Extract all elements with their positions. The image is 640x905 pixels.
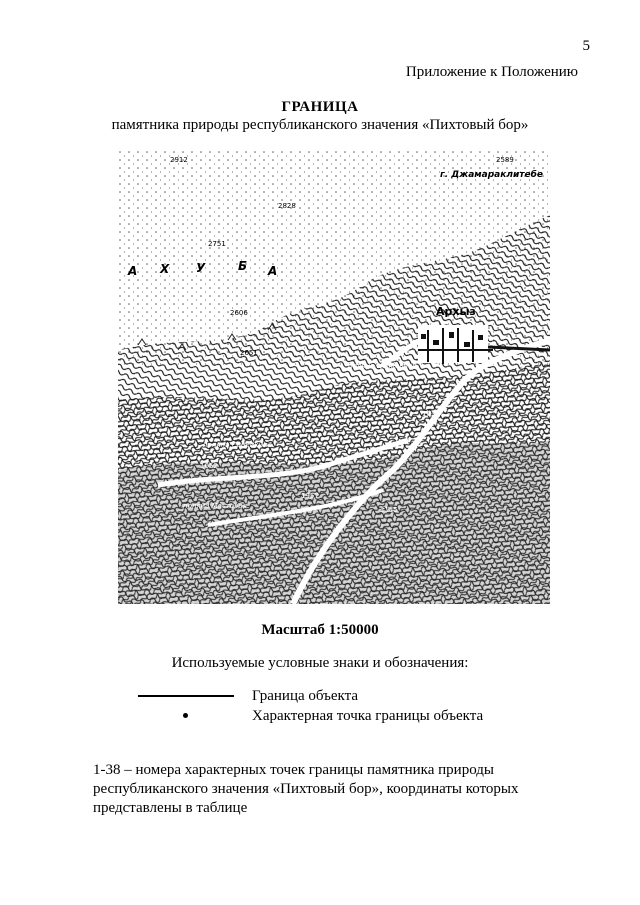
map-label-ridge-5: А	[268, 264, 278, 278]
map-label-height-2115: 2115	[380, 506, 398, 514]
map-label-ridge-2: Х	[160, 262, 170, 276]
map-label-glade-mostovaya: поляна Мостовая	[183, 502, 247, 510]
map-label-peak-2589: 2589	[496, 156, 514, 164]
map-label-peak-2606: 2606	[230, 309, 248, 317]
map-label-ridge-4: Б	[238, 259, 248, 273]
legend-label-point: Характерная точка границы объекта	[252, 708, 484, 724]
map-label-ridge-3: У	[196, 261, 206, 275]
map-label-peak-2912: 2912	[170, 156, 188, 164]
appendix-label: Приложение к Положению	[405, 64, 578, 80]
map-label-glade-church: поляна Церковная	[348, 362, 417, 370]
map-label-village: Архыз	[436, 305, 476, 318]
map-label-height-1652: 1652	[200, 462, 218, 470]
map-label-mountain: г. Джамараклитебе	[440, 170, 543, 180]
topographic-map	[118, 150, 550, 604]
map-label-glade-saneykina: поляна Санейкина	[203, 441, 272, 449]
legend-label-boundary: Граница объекта	[252, 688, 359, 704]
legend-dot-symbol	[183, 713, 188, 718]
map-label-peak-2751: 2751	[208, 240, 226, 248]
legend-heading: Используемые условные знаки и обозначения:	[171, 655, 469, 671]
map-label-height-1633: 1633	[422, 410, 440, 418]
map-label-ridge-1: А	[128, 264, 138, 278]
map-label-height-1957: 1957	[301, 492, 319, 500]
footnote: 1-38 – номера характерных точек границы памятника природы республиканского значения «Пихтовый бор», координаты которых представлены в таблице	[93, 762, 519, 816]
page-number: 5	[582, 38, 590, 54]
document-subtitle: памятника природы республиканского значения «Пихтовый бор»	[111, 117, 529, 133]
scale-label: Масштаб 1:50000	[261, 622, 379, 638]
map-label-peak-2828: 2828	[278, 202, 296, 210]
legend-line-symbol	[138, 695, 234, 697]
document-title: ГРАНИЦА	[281, 99, 359, 115]
map-label-peak-2651: 2651	[240, 349, 258, 357]
